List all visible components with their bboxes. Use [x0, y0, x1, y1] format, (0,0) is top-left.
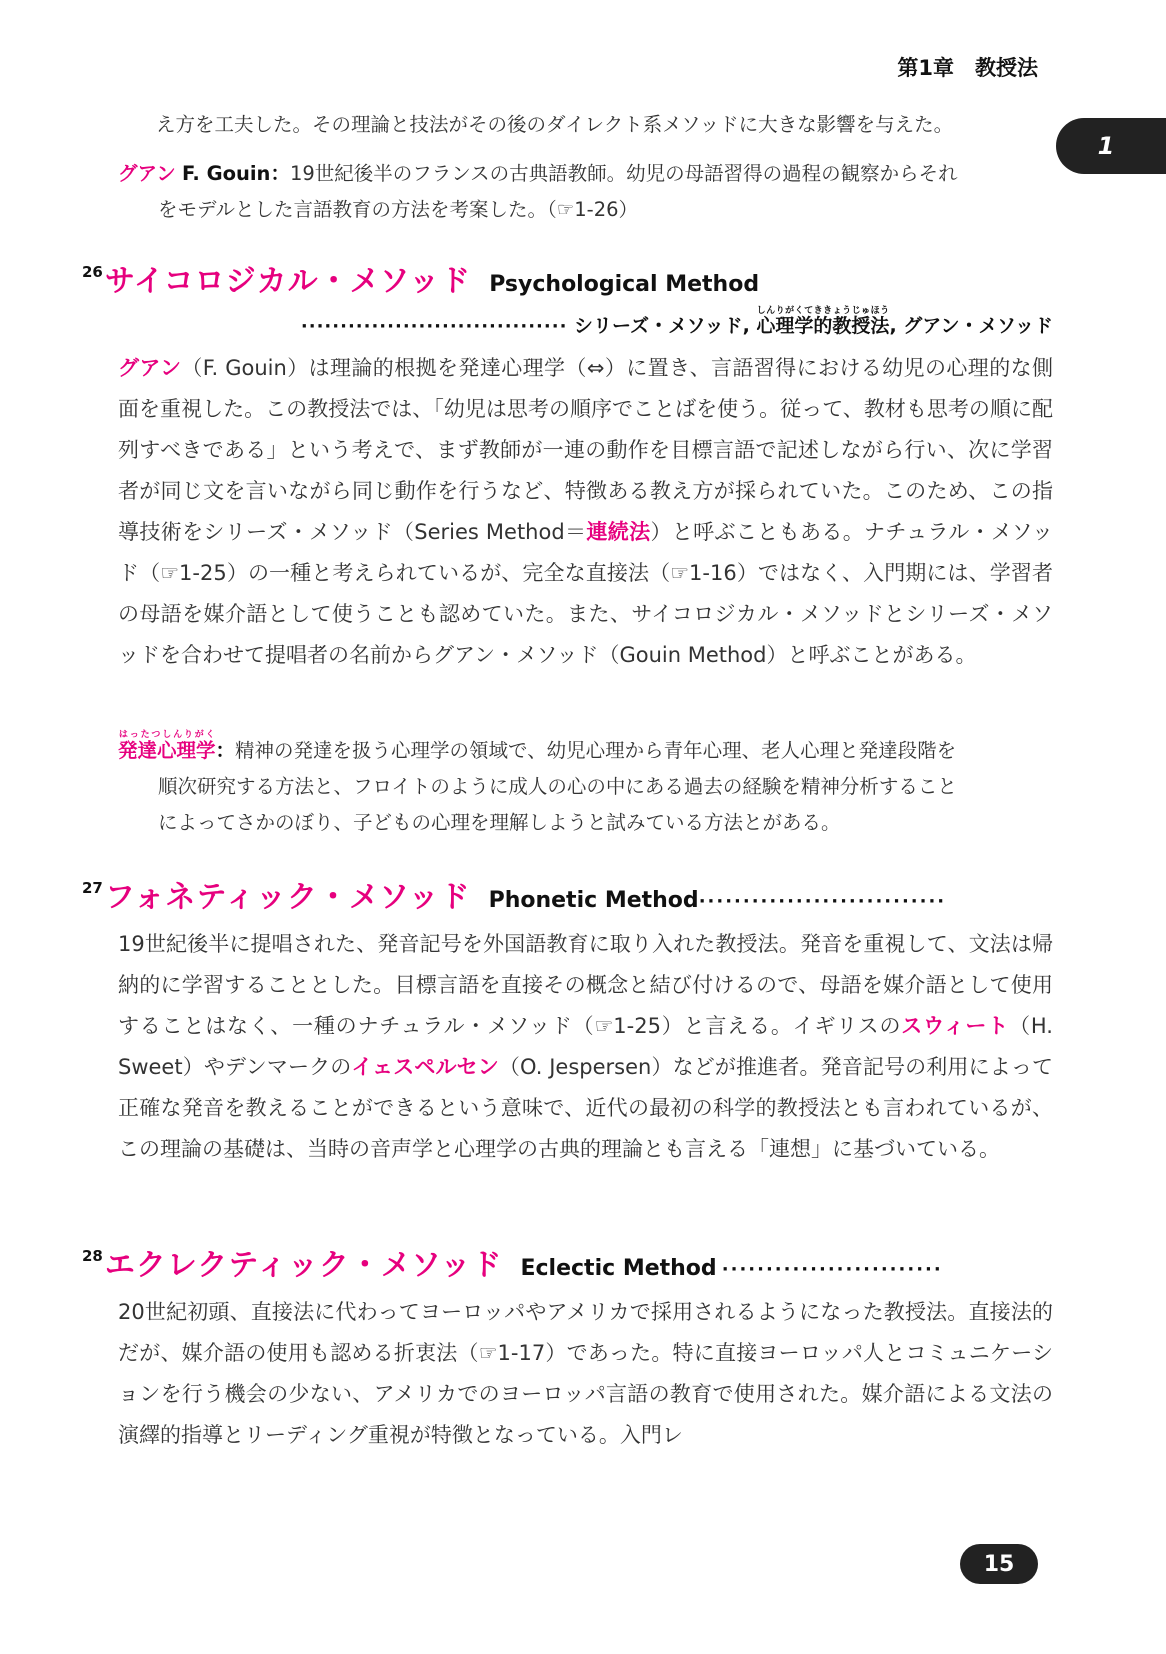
note-text: 19世紀後半のフランスの古典語教師。幼児の母語習得の過程の観察からそれ [289, 162, 958, 185]
continued-text: え方を工夫した。その理論と技法がその後のダイレクト系メソッドに大きな影響を与えた。 [156, 113, 954, 136]
page-number: 15 [960, 1544, 1038, 1584]
note-term-jp: グアン [118, 162, 176, 185]
alias-a: シリーズ・メソッド, [574, 315, 757, 337]
continued-paragraph [118, 106, 1053, 144]
entry-title-en: Eclectic Method [520, 1256, 717, 1281]
note-term: 発達心理学はったつしんりがく [118, 730, 216, 762]
entry-number: 27 [82, 879, 103, 897]
chapter-tab: 1 [1056, 118, 1166, 174]
entry-title-en: Psychological Method [489, 272, 760, 297]
alias-b: , グアン・メソッド [889, 315, 1053, 337]
entry-heading-26 [82, 256, 1042, 300]
term-sweet: スウィート [901, 1014, 1010, 1038]
note-term-en: F. Gouin： [181, 162, 290, 185]
entry-number: 26 [82, 263, 103, 281]
entry-title-en: Phonetic Method [488, 888, 699, 913]
entry-heading-28 [82, 1240, 1042, 1284]
leader-dots: ························· [721, 1259, 943, 1280]
entry-title-jp: エクレクティック・メソッド [104, 1248, 503, 1283]
entry-heading-27 [82, 872, 1042, 916]
term-gouin: グアン [118, 356, 182, 380]
leader-dots: ·································· [300, 316, 568, 337]
alias-ruby: 心理学的教授法しんりがくてききょうじゅほう [756, 306, 890, 337]
entry-aliases [118, 306, 1053, 338]
term-renzokuho: 連続法 [586, 520, 651, 544]
entry-body-27: 19世紀後半に提唱された、発音記号を外国語教育に取り入れた教授法。発音を重視して、文法は帰納的に学習することとした。目標言語を直接その概念と結び付けるので、母語を媒介語として使用することはなく、一種のナチュラル・メソッド（☞1-25）と言える。イギリスのスウィート（H. Sweet）やデンマークのイェスペルセン（O. Jespersen）などが推進者。発音記号の利用によって正確な発音を教えることができるという意味で、近代の最初の科学的教授法とも言われているが、この理論の基礎は、当時の音声学と心理学の古典的理論とも言える「連想」に基づいている。 [118, 932, 1053, 1161]
entry-body-28: 20世紀初頭、直接法に代わってヨーロッパやアメリカで採用されるようになった教授法。直接法的だが、媒介語の使用も認める折衷法（☞1-17）であった。特に直接ヨーロッパ人とコミュニケーションを行う機会の少ない、アメリカでのヨーロッパ言語の教育で使用された。媒介語による文法の演繹的指導とリーディング重視が特徴となっている。入門レ [118, 1300, 1053, 1447]
entry-number: 28 [82, 1247, 103, 1265]
entry-title-jp: フォネティック・メソッド [104, 880, 471, 915]
gouin-note [118, 156, 1053, 228]
entry-title-jp: サイコロジカル・メソッド [104, 264, 472, 299]
leader-dots: ···························· [698, 891, 947, 912]
entry-body-26: グアン（F. Gouin）は理論的根拠を発達心理学（⇔）に置き、言語習得における幼児の心理的な側面を重視した。この教授法では、「幼児は思考の順序でことばを使う。従って、教材も思考の順に配列すべきである」という考えで、まず教師が一連の動作を目標言語で記述しながら行い、次に学習者が同じ文を言いながら同じ動作を行うなど、特徴ある教え方が採られていた。このため、この指導技術をシリーズ・メソッド（Series Method＝連続法）と呼ぶこともある。ナチュラル・メソッド（☞1-25）の一種と考えられているが、完全な直接法（☞1-16）ではなく、入門期には、学習者の母語を媒介語として使うことも認めていた。また、サイコロジカル・メソッドとシリーズ・メソッドを合わせて提唱者の名前からグアン・メソッド（Gouin Method）と呼ぶことがある。 [118, 356, 1053, 667]
note-text-cont: をモデルとした言語教育の方法を考案した。（☞1-26） [158, 198, 639, 221]
chapter-header: 第1章 教授法 [897, 56, 1038, 80]
term-jespersen: イェスペルセン [351, 1055, 499, 1079]
hattatsu-note: 発達心理学はったつしんりがく：精神の発達を扱う心理学の領域で、幼児心理から青年心理、老人心理と発達段階を 順次研究する方法と、フロイトのように成人の心の中にある過去の経験を精神分析すること によってさかのぼり、子どもの心理を理解しようと試みている方法とがある。 [118, 730, 957, 834]
